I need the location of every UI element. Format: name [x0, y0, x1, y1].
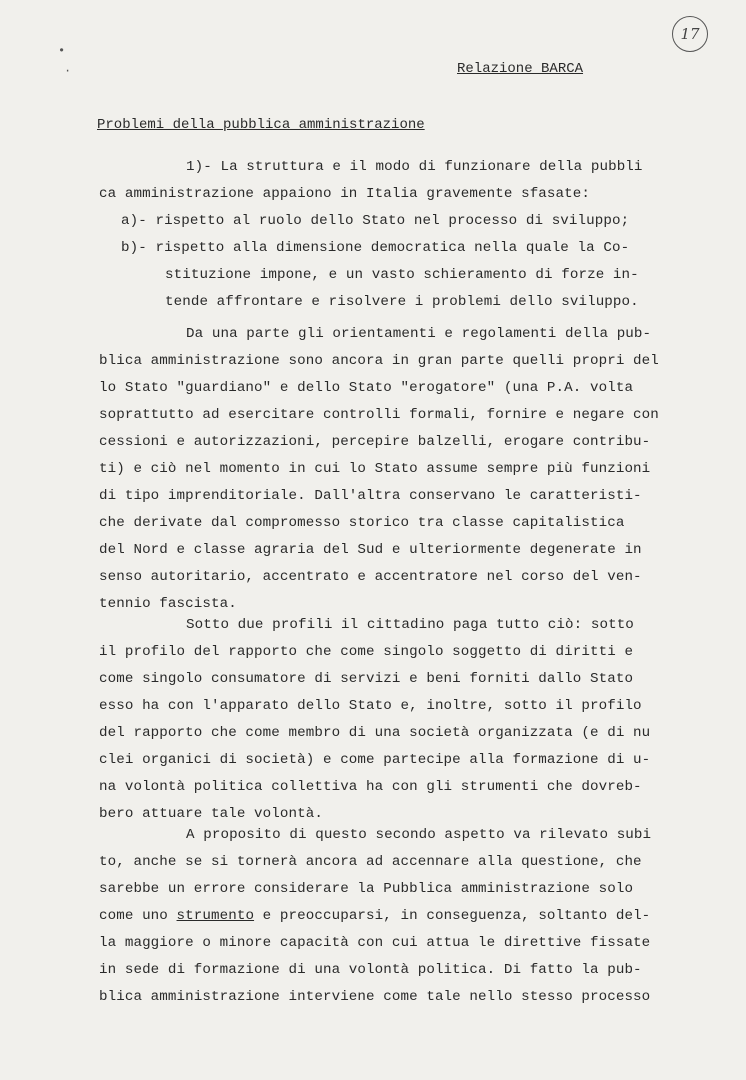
text-line: del rapporto che come membro di una società organizzata (e di nu [99, 725, 651, 741]
text-line: il profilo del rapporto che come singolo soggetto di diritti e [99, 644, 634, 660]
text-line: clei organici di società) e come partecipe alla formazione di u- [99, 752, 651, 768]
text-line: a)- rispetto al ruolo dello Stato nel processo di sviluppo; [121, 213, 630, 229]
text-line: del Nord e classe agraria del Sud e ulteriormente degenerate in [99, 542, 642, 558]
text-line: Sotto due profili il cittadino paga tutto ciò: sotto [186, 617, 634, 633]
text-line: tende affrontare e risolvere i problemi dello sviluppo. [165, 294, 639, 310]
text-line: A proposito di questo secondo aspetto va rilevato subi [186, 827, 652, 843]
text-span: come uno [99, 908, 177, 924]
text-line: come singolo consumatore di servizi e beni forniti dallo Stato [99, 671, 634, 687]
text-line: soprattutto ad esercitare controlli formali, fornire e negare con [99, 407, 659, 423]
margin-mark: · [64, 64, 72, 78]
text-span: e preoccuparsi, in conseguenza, soltanto del- [254, 908, 651, 924]
text-line: to, anche se si tornerà ancora ad accennare alla questione, che [99, 854, 642, 870]
text-line: ca amministrazione appaiono in Italia gravemente sfasate: [99, 186, 590, 202]
text-line: ti) e ciò nel momento in cui lo Stato assume sempre più funzioni [99, 461, 651, 477]
text-line: di tipo imprenditoriale. Dall'altra conservano le caratteristi- [99, 488, 642, 504]
text-line: stituzione impone, e un vasto schieramento di forze in- [165, 267, 639, 283]
text-line: blica amministrazione sono ancora in gran parte quelli propri del [99, 353, 659, 369]
margin-mark: • [58, 44, 66, 58]
page-number-stamp: 17 [672, 16, 708, 52]
text-line: tennio fascista. [99, 596, 237, 612]
text-line: 1)- La struttura e il modo di funzionare della pubbli [186, 159, 643, 175]
text-line: sarebbe un errore considerare la Pubblica amministrazione solo [99, 881, 634, 897]
text-line: senso autoritario, accentrato e accentratore nel corso del ven- [99, 569, 642, 585]
text-line: che derivate dal compromesso storico tra classe capitalistica [99, 515, 625, 531]
text-line: Da una parte gli orientamenti e regolamenti della pub- [186, 326, 652, 342]
section-title: Problemi della pubblica amministrazione [97, 117, 425, 133]
report-header-title: Relazione BARCA [457, 61, 584, 77]
text-line: blica amministrazione interviene come tale nello stesso processo [99, 989, 651, 1005]
text-line: la maggiore o minore capacità con cui attua le direttive fissate [99, 935, 651, 951]
text-line: in sede di formazione di una volontà politica. Di fatto la pub- [99, 962, 642, 978]
text-line: na volontà politica collettiva ha con gli strumenti che dovreb- [99, 779, 642, 795]
text-line: b)- rispetto alla dimensione democratica nella quale la Co- [121, 240, 630, 256]
text-line: esso ha con l'apparato dello Stato e, inoltre, sotto il profilo [99, 698, 642, 714]
text-line: cessioni e autorizzazioni, percepire balzelli, erogare contribu- [99, 434, 651, 450]
underlined-word: strumento [176, 908, 255, 924]
text-line: bero attuare tale volontà. [99, 806, 323, 822]
text-line [99, 908, 650, 924]
text-line: lo Stato "guardiano" e dello Stato "erogatore" (una P.A. volta [99, 380, 634, 396]
